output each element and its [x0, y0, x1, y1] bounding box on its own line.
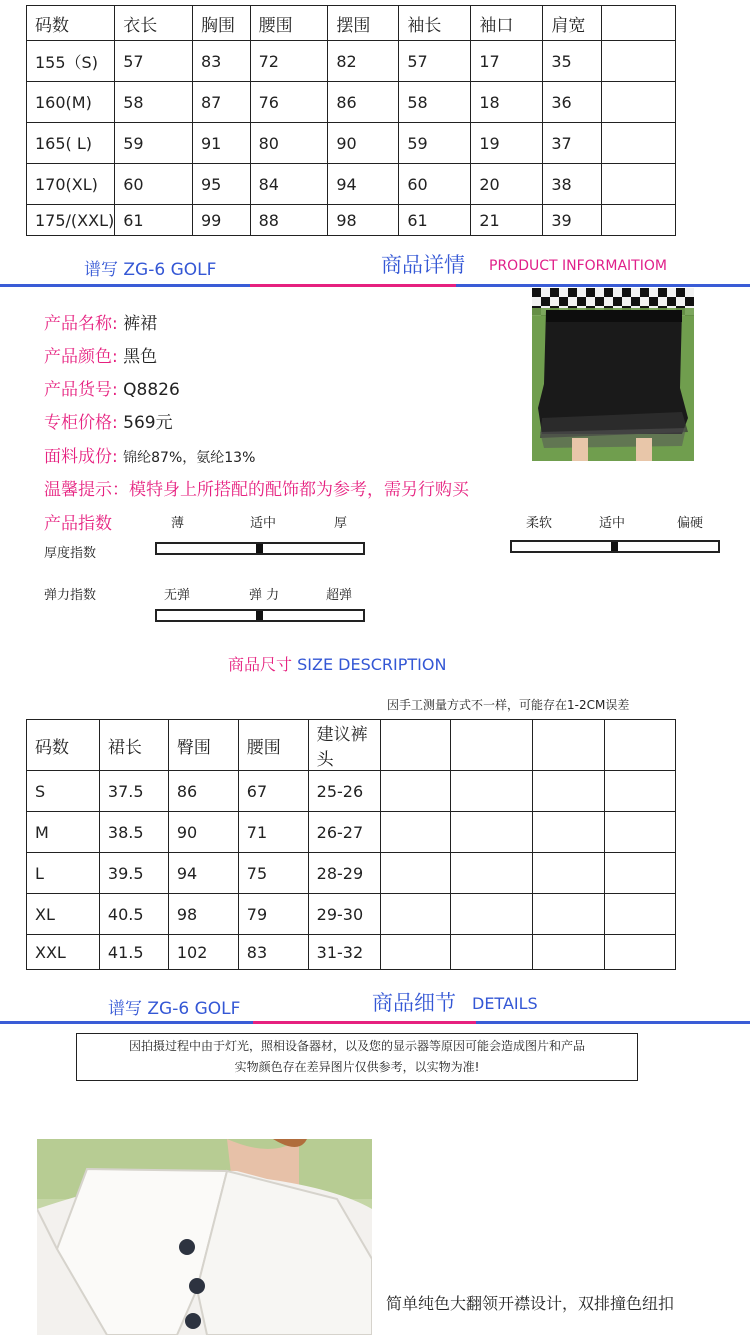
table-cell: 39 — [543, 205, 602, 236]
table-row — [27, 205, 676, 236]
table-header-row — [27, 720, 676, 771]
table-cell: 160(M) — [27, 82, 115, 123]
table-cell — [533, 894, 605, 935]
table-cell: 59 — [115, 123, 193, 164]
column-header — [601, 6, 675, 41]
product-code-value: Q8826 — [123, 380, 180, 400]
table-row — [27, 164, 676, 205]
divider-pink — [250, 284, 456, 287]
size-title-cn: 商品尺寸 — [228, 655, 293, 674]
indices-title: 产品指数 — [44, 514, 112, 534]
table-cell: 95 — [192, 164, 250, 205]
column-header: 臀围 — [168, 720, 238, 771]
column-header — [533, 720, 605, 771]
table-cell: 20 — [471, 164, 543, 205]
product-name-value: 裤裙 — [123, 314, 158, 334]
softness-scale-mid: 适中 — [599, 516, 626, 531]
softness-scale-high: 偏硬 — [677, 516, 704, 531]
table-cell — [601, 41, 675, 82]
table-cell — [601, 164, 675, 205]
product-fabric-row — [44, 442, 255, 467]
column-header: 衣长 — [115, 6, 193, 41]
divider-pink — [253, 1021, 476, 1024]
product-code-label: 产品货号: — [44, 380, 118, 400]
table-cell — [533, 935, 605, 970]
table-cell: 90 — [328, 123, 399, 164]
table-cell — [380, 812, 451, 853]
table-cell: 90 — [168, 812, 238, 853]
table-cell: 72 — [250, 41, 328, 82]
table-cell — [605, 853, 676, 894]
table-cell — [605, 771, 676, 812]
table-row — [27, 894, 676, 935]
elasticity-scale-low: 无弹 — [164, 588, 191, 603]
table-cell: 40.5 — [99, 894, 168, 935]
table-cell: 31-32 — [308, 935, 380, 970]
thickness-scale-high: 厚 — [334, 516, 348, 531]
table-cell: S — [27, 771, 100, 812]
size-title-en: SIZE DESCRIPTION — [297, 655, 447, 674]
table-cell: 58 — [399, 82, 471, 123]
table-cell: 175/(XXL) — [27, 205, 115, 236]
table-cell: 83 — [192, 41, 250, 82]
table-cell — [601, 205, 675, 236]
table-cell: 57 — [115, 41, 193, 82]
table-row — [27, 812, 676, 853]
column-header: 腰围 — [238, 720, 308, 771]
product-name-label: 产品名称: — [44, 314, 118, 334]
product-price-row — [44, 408, 173, 433]
table-cell: 60 — [115, 164, 193, 205]
thickness-label: 厚度指数 — [44, 546, 97, 561]
table-cell: M — [27, 812, 100, 853]
table-cell: 94 — [328, 164, 399, 205]
elasticity-scale-mid: 弹 力 — [249, 588, 280, 603]
table-cell: 88 — [250, 205, 328, 236]
table-cell: 170(XL) — [27, 164, 115, 205]
thickness-scale-low: 薄 — [171, 516, 185, 531]
table-cell — [533, 771, 605, 812]
table-cell — [601, 123, 675, 164]
column-header — [451, 720, 533, 771]
section-title: 商品详情 — [381, 253, 465, 277]
notice-line-2: 实物颜色存在差异图片仅供参考，以实物为准! — [234, 1060, 480, 1074]
size-description-title — [228, 652, 446, 675]
table-cell: 37.5 — [99, 771, 168, 812]
thickness-scale-mid: 适中 — [250, 516, 277, 531]
collar-detail-photo — [37, 1139, 372, 1335]
table-cell — [451, 771, 533, 812]
table-cell: 58 — [115, 82, 193, 123]
size-note: 因手工测量方式不一样，可能存在1-2CM误差 — [387, 698, 630, 712]
table-row — [27, 82, 676, 123]
column-header: 建议裤头 — [308, 720, 380, 771]
table-cell: 18 — [471, 82, 543, 123]
product-info-header — [0, 248, 750, 288]
table-row — [27, 935, 676, 970]
product-color-value: 黑色 — [123, 347, 158, 367]
table-row — [27, 853, 676, 894]
table-cell: 84 — [250, 164, 328, 205]
table-cell: 86 — [328, 82, 399, 123]
table-cell: 37 — [543, 123, 602, 164]
table-cell: 80 — [250, 123, 328, 164]
column-header: 裙长 — [99, 720, 168, 771]
table-cell: XL — [27, 894, 100, 935]
section-subtitle: PRODUCT INFORMAITIOM — [489, 258, 667, 274]
table-cell — [380, 935, 451, 970]
table-cell: XXL — [27, 935, 100, 970]
table-cell — [451, 853, 533, 894]
notice-line-1: 因拍摄过程中由于灯光，照相设备器材，以及您的显示器等原因可能会造成图片和产品 — [128, 1039, 585, 1053]
table-cell: 25-26 — [308, 771, 380, 812]
table-cell — [605, 812, 676, 853]
column-header: 袖长 — [399, 6, 471, 41]
column-header: 码数 — [27, 720, 100, 771]
softness-bar — [510, 540, 720, 553]
table-cell: 36 — [543, 82, 602, 123]
column-header: 胸围 — [192, 6, 250, 41]
table-cell: 94 — [168, 853, 238, 894]
table-cell: 98 — [168, 894, 238, 935]
table-cell: 57 — [399, 41, 471, 82]
column-header: 腰围 — [250, 6, 328, 41]
table-cell: 61 — [399, 205, 471, 236]
product-fabric-label: 面料成份: — [44, 447, 118, 467]
column-header: 码数 — [27, 6, 115, 41]
table-cell: 61 — [115, 205, 193, 236]
product-color-label: 产品颜色: — [44, 347, 118, 367]
table-cell: 21 — [471, 205, 543, 236]
table-cell: 98 — [328, 205, 399, 236]
table-cell: 75 — [238, 853, 308, 894]
table-cell: 39.5 — [99, 853, 168, 894]
thickness-bar — [155, 542, 365, 555]
elasticity-label: 弹力指数 — [44, 588, 97, 603]
top-size-table — [26, 5, 676, 236]
table-cell: 99 — [192, 205, 250, 236]
table-cell: 35 — [543, 41, 602, 82]
table-cell: 19 — [471, 123, 543, 164]
table-cell — [380, 894, 451, 935]
details-header — [0, 985, 750, 1025]
table-cell: 67 — [238, 771, 308, 812]
table-cell: 38 — [543, 164, 602, 205]
table-cell: 155（S) — [27, 41, 115, 82]
skirt-size-table — [26, 719, 676, 970]
notice-box — [76, 1033, 638, 1081]
table-cell — [533, 853, 605, 894]
product-price-label: 专柜价格: — [44, 413, 118, 433]
section-title: 商品细节 — [372, 991, 456, 1015]
table-cell: L — [27, 853, 100, 894]
table-cell — [605, 894, 676, 935]
table-cell: 91 — [192, 123, 250, 164]
elasticity-scale-high: 超弹 — [326, 588, 353, 603]
column-header: 摆围 — [328, 6, 399, 41]
column-header: 肩宽 — [543, 6, 602, 41]
table-cell: 79 — [238, 894, 308, 935]
softness-scale-low: 柔软 — [526, 516, 553, 531]
table-cell: 165( L) — [27, 123, 115, 164]
product-price-value: 569元 — [123, 413, 173, 433]
table-cell — [451, 894, 533, 935]
table-cell — [601, 82, 675, 123]
table-cell: 71 — [238, 812, 308, 853]
table-cell: 17 — [471, 41, 543, 82]
section-subtitle: DETAILS — [472, 994, 538, 1013]
table-cell: 87 — [192, 82, 250, 123]
table-cell: 83 — [238, 935, 308, 970]
table-cell: 26-27 — [308, 812, 380, 853]
table-row — [27, 41, 676, 82]
table-header-row — [27, 6, 676, 41]
elasticity-bar — [155, 609, 365, 622]
product-tip: 温馨提示：模特身上所搭配的配饰都为参考，需另行购买 — [44, 480, 469, 500]
detail-caption: 简单纯色大翻领开襟设计，双排撞色纽扣 — [386, 1294, 675, 1313]
skirt-photo — [532, 288, 694, 461]
softness-marker — [611, 542, 618, 551]
table-cell — [380, 771, 451, 812]
table-cell: 59 — [399, 123, 471, 164]
product-code-row — [44, 375, 180, 400]
table-cell — [533, 812, 605, 853]
table-cell: 82 — [328, 41, 399, 82]
column-header: 袖口 — [471, 6, 543, 41]
table-cell: 60 — [399, 164, 471, 205]
thickness-marker — [256, 544, 263, 553]
table-cell: 102 — [168, 935, 238, 970]
table-cell: 28-29 — [308, 853, 380, 894]
table-cell — [451, 935, 533, 970]
table-cell: 38.5 — [99, 812, 168, 853]
table-cell — [605, 935, 676, 970]
table-cell — [451, 812, 533, 853]
table-cell: 29-30 — [308, 894, 380, 935]
product-color-row — [44, 342, 157, 367]
table-cell: 41.5 — [99, 935, 168, 970]
brand-label: 谱写 ZG-6 GOLF — [108, 999, 241, 1019]
product-fabric-value: 锦纶87%，氨纶13% — [123, 450, 256, 466]
column-header — [605, 720, 676, 771]
table-row — [27, 123, 676, 164]
product-name-row — [44, 309, 157, 334]
column-header — [380, 720, 451, 771]
table-cell: 76 — [250, 82, 328, 123]
table-cell: 86 — [168, 771, 238, 812]
table-cell — [380, 853, 451, 894]
brand-label: 谱写 ZG-6 GOLF — [84, 260, 217, 280]
table-row — [27, 771, 676, 812]
elasticity-marker — [256, 611, 263, 620]
